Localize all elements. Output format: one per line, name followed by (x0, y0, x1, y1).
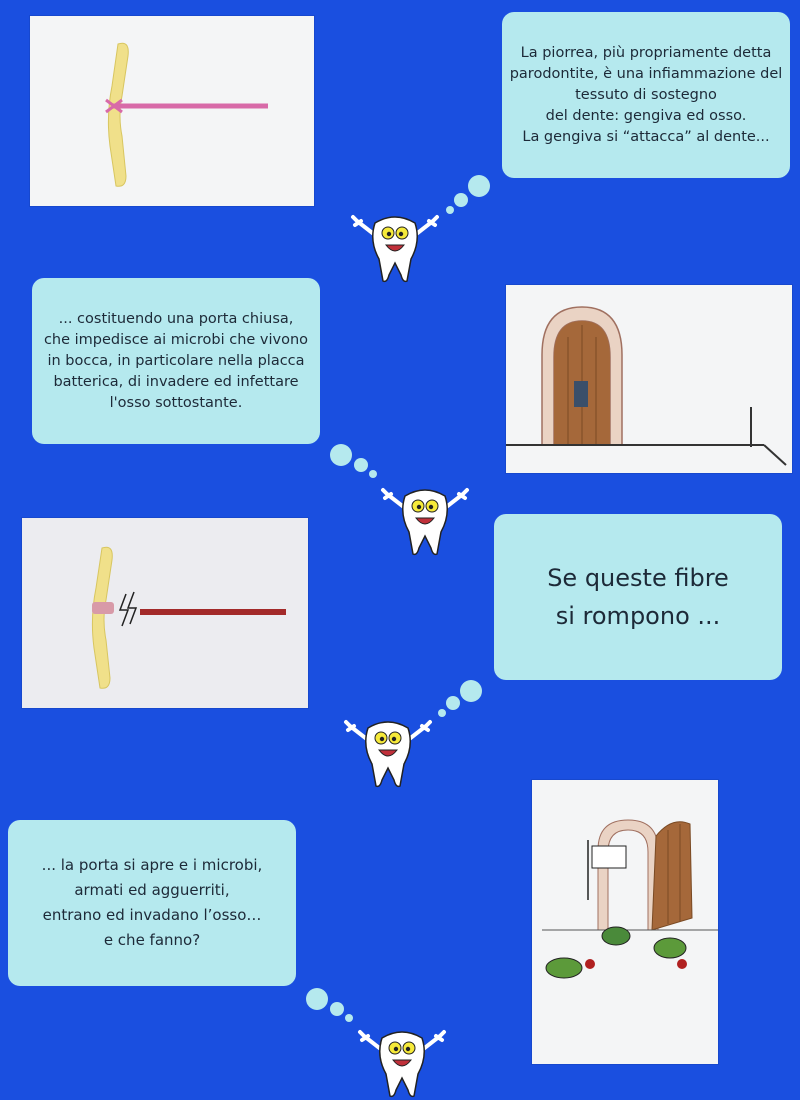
door-lock (574, 381, 588, 407)
thought-dot-icon (369, 470, 377, 478)
illustration-gum-attached (30, 16, 314, 206)
illustration-closed-door (506, 285, 792, 473)
illustration-open-door (532, 780, 718, 1064)
bone-shape (92, 547, 112, 688)
break-mark (120, 592, 136, 626)
tooth-mascot-icon (345, 205, 445, 285)
thought-dot-icon (330, 444, 352, 466)
open-door-drawing (532, 780, 718, 1064)
tooth-mascot-icon (352, 1020, 452, 1100)
thought-dot-icon (468, 175, 490, 197)
gum-stub (92, 602, 114, 614)
thought-dot-icon (306, 988, 328, 1010)
microbe (546, 958, 582, 978)
illustration-broken-fibers (22, 518, 308, 708)
text-bubble-fibers-break: Se queste fibre si rompono ... (494, 514, 782, 680)
text-bubble-intro: La piorrea, più propriamente detta parodontite, è una infiammazione del tessuto di sostegno del dente: gengiva ed osso. La gengiva si “attacca” al dente... (502, 12, 790, 178)
microbe-flag (592, 846, 626, 868)
thought-dot-icon (438, 709, 446, 717)
thought-dot-icon (460, 680, 482, 702)
tooth-mascot-icon (338, 710, 438, 790)
thought-dot-icon (446, 696, 460, 710)
broken-fiber-drawing (22, 518, 308, 708)
thought-dot-icon (354, 458, 368, 472)
gum-fiber-drawing (30, 16, 314, 206)
text-bubble-door-opens: ... la porta si apre e i microbi, armati ed agguerriti, entrano ed invadano l’osso… e che fanno? (8, 820, 296, 986)
microbe (602, 927, 630, 945)
stone-arch (598, 820, 658, 930)
thought-dot-icon (454, 193, 468, 207)
tooth-mascot-icon (375, 478, 475, 558)
bone-shape (108, 43, 128, 186)
thought-dot-icon (330, 1002, 344, 1016)
open-wooden-door (652, 822, 692, 930)
microbe (654, 938, 686, 958)
text-bubble-closed-door: ... costituendo una porta chiusa, che impedisce ai microbi che vivono in bocca, in particolare nella placca batterica, di invadere ed infettare l'osso sottostante. (32, 278, 320, 444)
closed-door-drawing (506, 285, 792, 473)
thought-dot-icon (446, 206, 454, 214)
